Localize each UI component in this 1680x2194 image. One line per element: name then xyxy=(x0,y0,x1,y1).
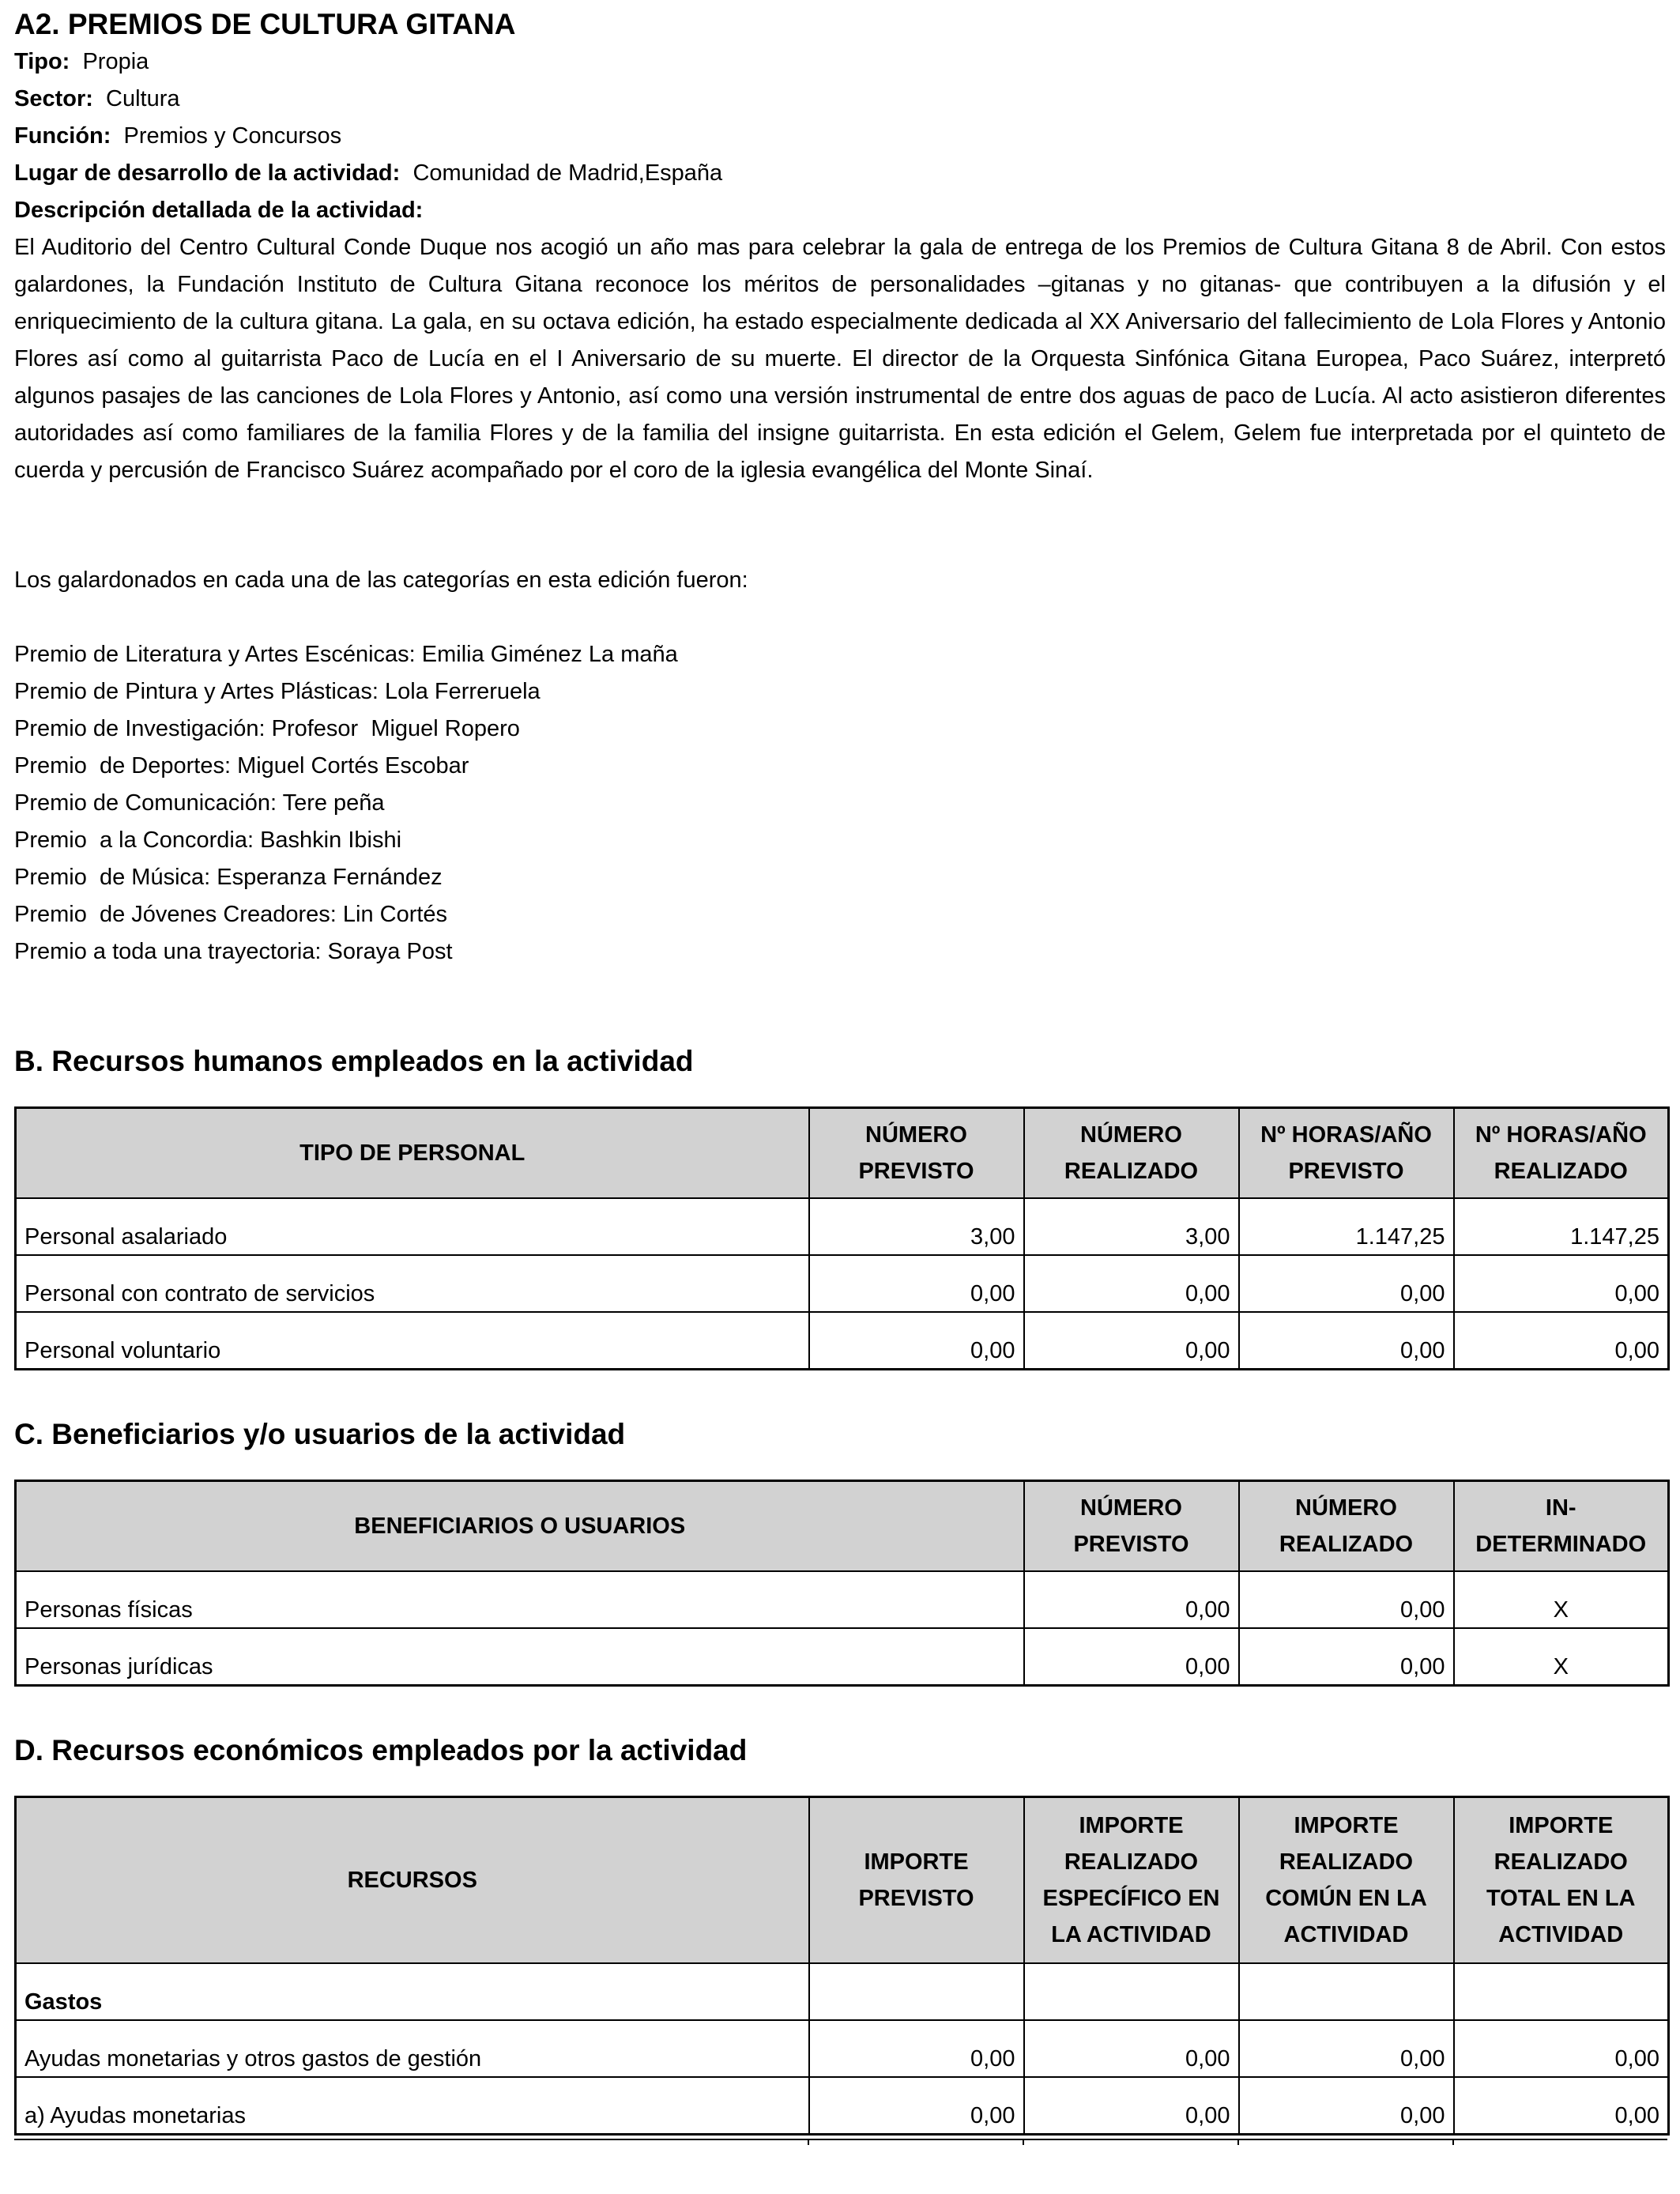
table-row xyxy=(16,1628,1669,1686)
column-divider xyxy=(1237,2140,1239,2145)
field-value: Cultura xyxy=(106,86,180,111)
table-cell: 0,00 xyxy=(1454,2020,1669,2077)
award-item: Premio de Música: Esperanza Fernández xyxy=(14,865,443,890)
award-item: Premio de Literatura y Artes Escénicas: Emilia Giménez La maña xyxy=(14,642,678,667)
table-row xyxy=(16,2077,1669,2135)
table-cell: 0,00 xyxy=(1454,2077,1669,2135)
table-cell: 0,00 xyxy=(1024,2020,1239,2077)
table-cell: 0,00 xyxy=(1239,1255,1454,1312)
table-cell: 0,00 xyxy=(809,2077,1024,2135)
table-row xyxy=(16,1312,1669,1370)
table-cell: 0,00 xyxy=(1239,1312,1454,1370)
column-divider xyxy=(1023,2140,1024,2145)
column-header: BENEFICIARIOS O USUARIOS xyxy=(16,1481,1024,1571)
column-header: IMPORTE REALIZADO ESPECÍFICO EN LA ACTIVIDAD xyxy=(1024,1797,1239,1963)
column-divider xyxy=(1452,2140,1454,2145)
field-label: Tipo: xyxy=(14,49,70,74)
table-cell: Personal con contrato de servicios xyxy=(16,1255,809,1312)
table-cell: 0,00 xyxy=(1239,1571,1454,1628)
table-cell: 0,00 xyxy=(1024,1571,1239,1628)
table-cell: 0,00 xyxy=(1239,2020,1454,2077)
table-cell: 0,00 xyxy=(1024,2077,1239,2135)
table-row xyxy=(16,1198,1669,1255)
table-cell: 0,00 xyxy=(1024,1255,1239,1312)
field-value: Premios y Concursos xyxy=(123,123,342,149)
table-cell: 1.147,25 xyxy=(1239,1198,1454,1255)
description-label: Descripción detallada de la actividad: xyxy=(14,198,424,223)
column-header: NÚMERO REALIZADO xyxy=(1239,1481,1454,1571)
table-cell: 0,00 xyxy=(1024,1312,1239,1370)
column-header: NÚMERO REALIZADO xyxy=(1024,1108,1239,1198)
table-cell xyxy=(1024,1963,1239,2020)
column-header: TIPO DE PERSONAL xyxy=(16,1108,809,1198)
table-cell: Personal voluntario xyxy=(16,1312,809,1370)
column-header: RECURSOS xyxy=(16,1797,809,1963)
award-item: Premio de Comunicación: Tere peña xyxy=(14,790,385,816)
table-header-row xyxy=(16,1797,1669,1963)
table-cell: Personal asalariado xyxy=(16,1198,809,1255)
table-header-row xyxy=(16,1108,1669,1198)
table-cell: 0,00 xyxy=(1454,1312,1669,1370)
award-item: Premio a la Concordia: Bashkin Ibishi xyxy=(14,827,402,853)
award-item: Premio de Investigación: Profesor Miguel Ropero xyxy=(14,716,520,741)
table-group-row xyxy=(16,1963,1669,2020)
column-header: NÚMERO PREVISTO xyxy=(809,1108,1024,1198)
table-cell: X xyxy=(1454,1571,1669,1628)
description-body xyxy=(14,229,1666,489)
column-header: IN-DETERMINADO xyxy=(1454,1481,1669,1571)
table-cell: X xyxy=(1454,1628,1669,1686)
column-header: IMPORTE REALIZADO COMÚN EN LA ACTIVIDAD xyxy=(1239,1797,1454,1963)
table-cell: 3,00 xyxy=(1024,1198,1239,1255)
column-header: IMPORTE REALIZADO TOTAL EN LA ACTIVIDAD xyxy=(1454,1797,1669,1963)
description-paragraph: El Auditorio del Centro Cultural Conde Duque nos acogió un año mas para celebrar la gala de entrega de los Premios de Cultura Gitana 8 de Abril. Con estos galardones, la Fundación Instituto de Cultura Gitana reconoce los méritos de personalidades –gitanas y no gitanas- que contribuyen a la difusión y el enriquecimiento de la cultura gitana. La gala, en su octava edición, ha estado especialmente dedicada al XX Aniversario del fallecimiento de Lola Flores y Antonio Flores así como al guitarrista Paco de Lucía en el I Aniversario de su muerte. El director de la Orquesta Sinfónica Gitana Europea, Paco Suárez, interpretó algunos pasajes de las canciones de Lola Flores y Antonio, así como una versión instrumental de entre dos aguas de paco de Lucía. Al acto asistieron diferentes autoridades así como familiares de la familia Flores y de la familia del insigne guitarrista. En esta edición el Gelem, Gelem fue interpretada por el quinteto de cuerda y percusión de Francisco Suárez acompañado por el coro de la iglesia evangélica del Monte Sinaí. xyxy=(14,235,1666,483)
table-recursos-humanos xyxy=(14,1106,1670,1370)
table-cell: 0,00 xyxy=(1024,1628,1239,1686)
section-d-title: D. Recursos económicos empleados por la actividad xyxy=(14,1734,748,1766)
table-cell: 0,00 xyxy=(1454,1255,1669,1312)
table-cell: Personas físicas xyxy=(16,1571,1024,1628)
column-header: Nº HORAS/AÑO PREVISTO xyxy=(1239,1108,1454,1198)
table-cell: 0,00 xyxy=(1239,2077,1454,2135)
table-cell: 0,00 xyxy=(809,2020,1024,2077)
table-row xyxy=(16,1255,1669,1312)
table-row xyxy=(16,2020,1669,2077)
section-b-title: B. Recursos humanos empleados en la actividad xyxy=(14,1045,694,1077)
field-label: Lugar de desarrollo de la actividad: xyxy=(14,160,401,186)
field-tipo xyxy=(14,47,149,76)
section-c-title: C. Beneficiarios y/o usuarios de la actividad xyxy=(14,1418,626,1450)
field-value: Comunidad de Madrid,España xyxy=(412,160,723,186)
field-lugar xyxy=(14,159,722,187)
table-cell: Ayudas monetarias y otros gastos de gestión xyxy=(16,2020,809,2077)
table-continuation xyxy=(14,2139,1667,2145)
table-cell xyxy=(809,1963,1024,2020)
table-header-row xyxy=(16,1481,1669,1571)
table-row xyxy=(16,1571,1669,1628)
award-item: Premio a toda una trayectoria: Soraya Post xyxy=(14,939,453,964)
column-header: IMPORTE PREVISTO xyxy=(809,1797,1024,1963)
award-item: Premio de Deportes: Miguel Cortés Escobar xyxy=(14,753,469,778)
table-cell xyxy=(1454,1963,1669,2020)
field-value: Propia xyxy=(82,49,149,74)
table-recursos-economicos xyxy=(14,1796,1670,2136)
table-cell: 0,00 xyxy=(1239,1628,1454,1686)
table-cell: a) Ayudas monetarias xyxy=(16,2077,809,2135)
column-header: NÚMERO PREVISTO xyxy=(1024,1481,1239,1571)
field-label: Sector: xyxy=(14,86,93,111)
table-cell: 1.147,25 xyxy=(1454,1198,1669,1255)
column-header: Nº HORAS/AÑO REALIZADO xyxy=(1454,1108,1669,1198)
award-item: Premio de Pintura y Artes Plásticas: Lola Ferreruela xyxy=(14,679,541,704)
table-cell xyxy=(1239,1963,1454,2020)
table-cell: 0,00 xyxy=(809,1312,1024,1370)
award-item: Premio de Jóvenes Creadores: Lin Cortés xyxy=(14,902,448,927)
column-divider xyxy=(808,2140,809,2145)
field-sector xyxy=(14,85,180,113)
table-cell: 3,00 xyxy=(809,1198,1024,1255)
table-cell: 0,00 xyxy=(809,1255,1024,1312)
table-group-label: Gastos xyxy=(16,1963,809,2020)
field-funcion xyxy=(14,122,341,150)
table-beneficiarios xyxy=(14,1480,1670,1687)
field-label: Función: xyxy=(14,123,111,149)
table-cell: Personas jurídicas xyxy=(16,1628,1024,1686)
awards-intro: Los galardonados en cada una de las categorías en esta edición fueron: xyxy=(14,567,748,593)
page-title: A2. PREMIOS DE CULTURA GITANA xyxy=(14,8,516,40)
